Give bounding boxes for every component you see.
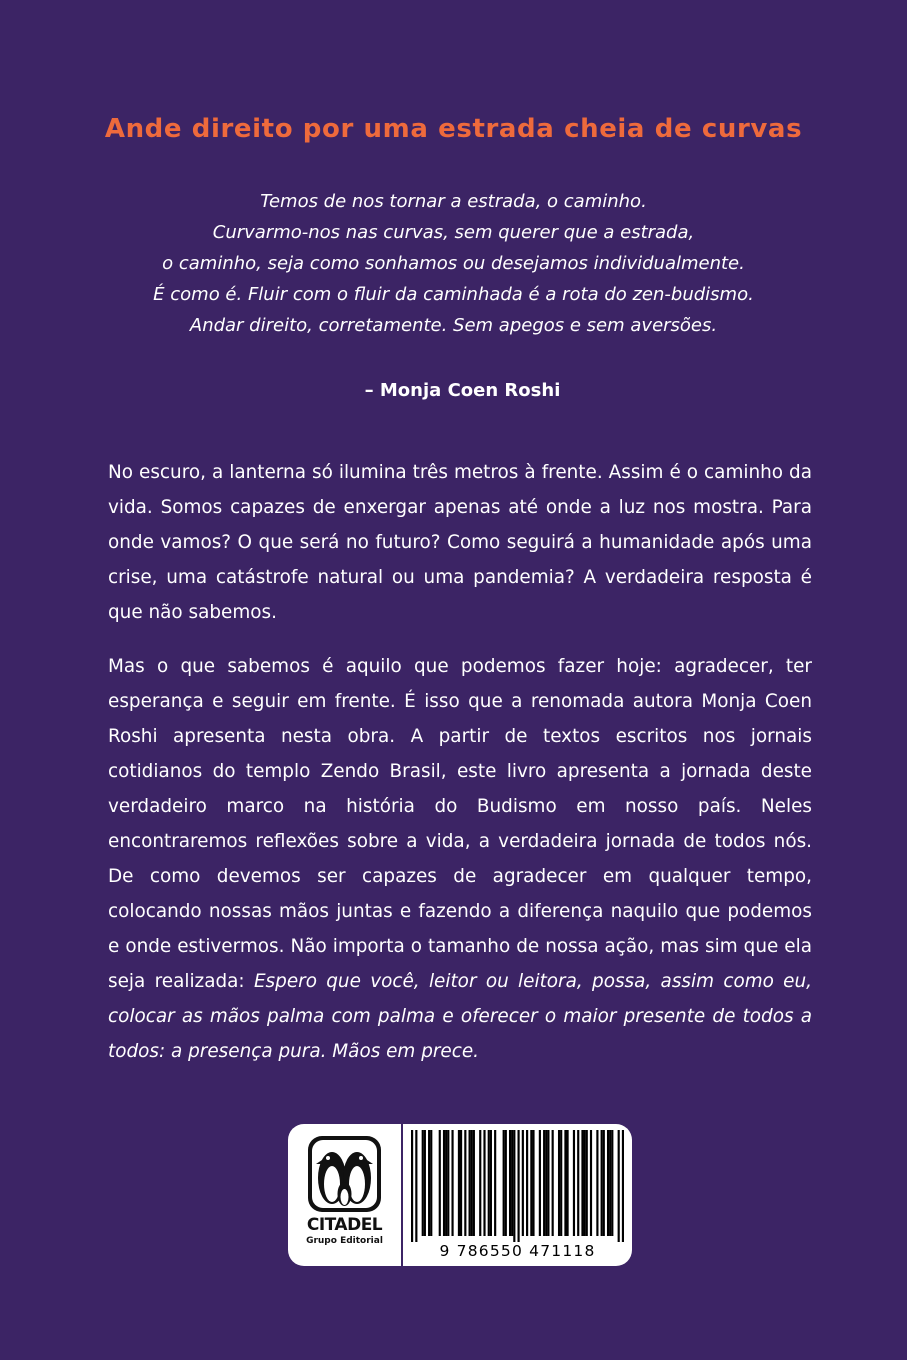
barcode-bar	[443, 1130, 445, 1236]
body-paragraph-2-italic: Espero que você, leitor ou leitora, possa, assim como eu, colocar as mãos palma com palma e oferecer o maior presente de todos a todos: a presença pura. Mãos em prece.	[108, 971, 812, 1062]
barcode-bar	[505, 1130, 507, 1236]
barcode-bar	[411, 1130, 413, 1242]
epigraph-line: É como é. Fluir com o fluir da caminhada é a rota do zen-budismo.	[153, 284, 754, 305]
publisher-name: CITADEL	[306, 1215, 383, 1235]
barcode-bar	[428, 1130, 430, 1236]
barcode-bar	[564, 1130, 566, 1236]
barcode-bar	[526, 1130, 528, 1236]
barcode-bar	[522, 1130, 524, 1236]
publisher-subtitle: Grupo Editorial	[306, 1236, 383, 1246]
barcode-bar	[422, 1130, 424, 1236]
body-paragraph-2	[108, 649, 812, 1069]
barcode-bar	[532, 1130, 534, 1236]
epigraph-line: Curvarmo-nos nas curvas, sem querer que a estrada,	[212, 222, 695, 243]
epigraph-line: Temos de nos tornar a estrada, o caminho.	[260, 191, 647, 212]
barcode-bar	[584, 1130, 586, 1236]
barcode-bar	[458, 1130, 460, 1236]
barcode-bar	[464, 1130, 466, 1236]
body-paragraph-2-regular: Mas o que sabemos é aquilo que podemos fazer hoje: agradecer, ter esperança e seguir em frente. É isso que a renomada autora Monja Coen Roshi apresenta nesta obra. A partir de textos escritos nos jornais cotidianos do templo Zendo Brasil, este livro apresenta a jornada deste verdadeiro marco na história do Budismo em nosso país. Neles encontraremos reflexões sobre a vida, a verdadeira jornada de todos nós. De como devemos ser capazes de agradecer em qualquer tempo, colocando nossas mãos juntas e fazendo a diferença naquilo que podemos e onde estivermos. Não importa o tamanho de nossa ação, mas sim que ela seja realizada:	[108, 656, 812, 992]
barcode-bar	[545, 1130, 547, 1236]
barcode-bar	[488, 1130, 490, 1236]
barcode-bar	[513, 1130, 515, 1242]
barcode-bar	[451, 1130, 453, 1236]
barcode-bar	[473, 1130, 475, 1236]
barcode-bars-icon	[411, 1130, 624, 1242]
barcode-bar	[424, 1130, 426, 1236]
barcode-bar	[539, 1130, 541, 1236]
barcode-bar	[509, 1130, 511, 1236]
attribution-text: – Monja Coen Roshi	[364, 380, 561, 401]
barcode-bar	[611, 1130, 613, 1236]
barcode-bar	[558, 1130, 560, 1236]
isbn-barcode	[403, 1124, 632, 1266]
barcode-bar	[577, 1130, 579, 1236]
barcode-bar	[460, 1130, 462, 1236]
barcode-bar	[518, 1130, 520, 1242]
barcode-bar	[573, 1130, 575, 1236]
barcode-bar	[447, 1130, 449, 1236]
barcode-bar	[547, 1130, 549, 1236]
isbn-number: 9 786550 471118	[439, 1242, 596, 1260]
barcode-bar	[494, 1130, 496, 1236]
barcode-bar	[469, 1130, 471, 1236]
barcode-bar	[543, 1130, 545, 1236]
barcode-bar	[601, 1130, 603, 1236]
barcode-bar	[586, 1130, 588, 1236]
headline: Ande direito por uma estrada cheia de curvas	[104, 114, 803, 144]
penguin-logo-icon	[306, 1134, 383, 1214]
barcode-bar	[471, 1130, 473, 1236]
barcode-bar	[603, 1130, 605, 1236]
barcode-bar	[596, 1130, 598, 1236]
barcode-bar	[622, 1130, 624, 1242]
barcode-bar	[560, 1130, 562, 1236]
barcode-bar	[552, 1130, 554, 1236]
barcode-bar	[445, 1130, 447, 1236]
publisher-logo	[288, 1124, 401, 1266]
quote-attribution	[0, 380, 907, 401]
body-paragraph-1: No escuro, a lanterna só ilumina três metros à frente. Assim é o caminho da vida. Somos capazes de enxergar apenas até onde a luz nos mostra. Para onde vamos? O que será no futuro? Como seguirá a humanidade após uma crise, uma catástrofe natural ou uma pandemia? A verdadeira resposta é que não sabemos.	[108, 462, 812, 623]
barcode-bar	[430, 1130, 432, 1236]
barcode-bar	[581, 1130, 583, 1236]
publisher-barcode-badge	[288, 1124, 632, 1266]
barcode-bar	[415, 1130, 417, 1242]
barcode-bar	[439, 1130, 441, 1236]
barcode-bar	[490, 1130, 492, 1236]
barcode-bar	[609, 1130, 611, 1236]
barcode-bar	[618, 1130, 620, 1242]
barcode-bar	[566, 1130, 568, 1236]
barcode-bar	[479, 1130, 481, 1236]
barcode-bar	[511, 1130, 513, 1236]
barcode-bar	[503, 1130, 505, 1236]
barcode-bar	[607, 1130, 609, 1236]
epigraph-line: Andar direito, corretamente. Sem apegos e sem aversões.	[189, 315, 718, 336]
barcode-bar	[483, 1130, 485, 1236]
barcode-bar	[530, 1130, 532, 1236]
epigraph-quote	[80, 186, 827, 341]
barcode-bar	[590, 1130, 592, 1236]
epigraph-line: o caminho, seja como sonhamos ou desejamos individualmente.	[162, 253, 745, 274]
